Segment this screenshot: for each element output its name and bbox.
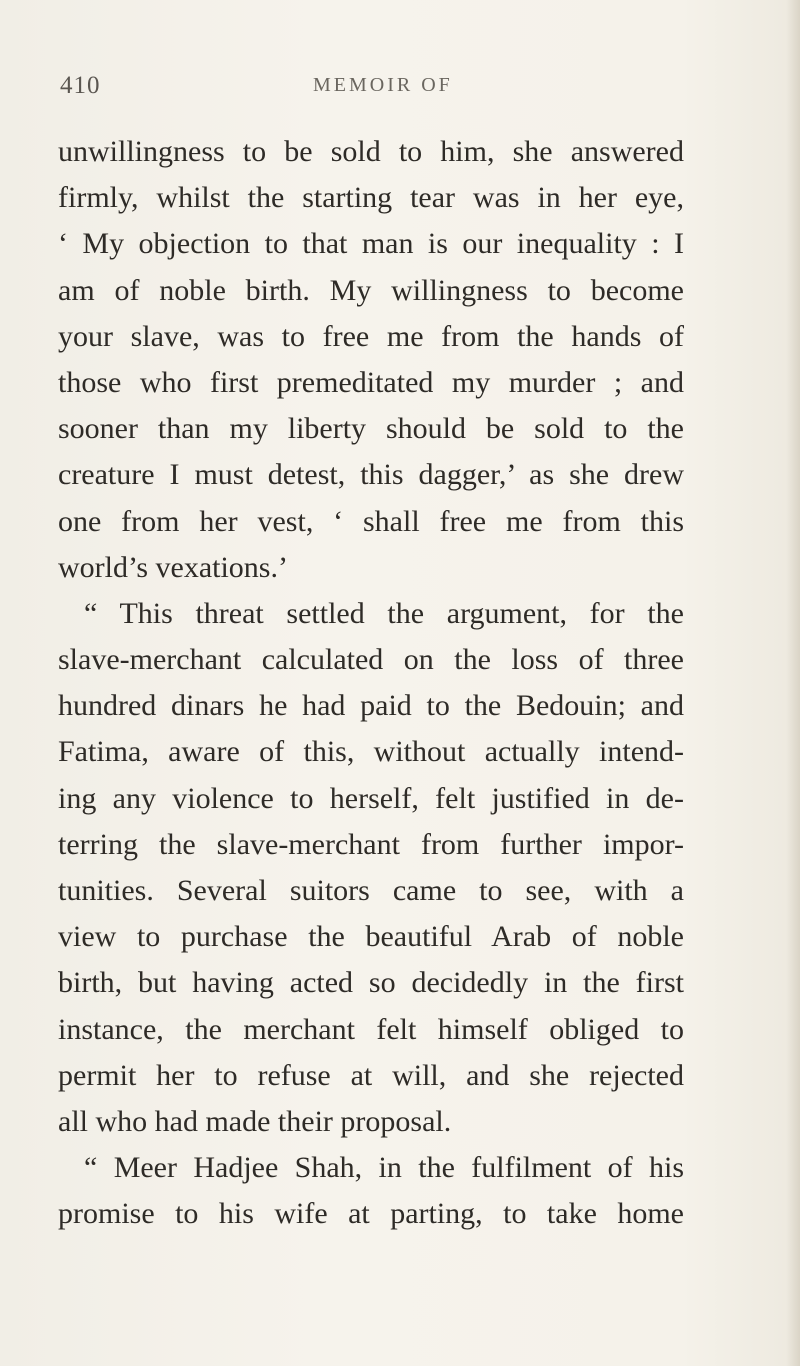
running-title: MEMOIR OF [313, 74, 453, 96]
text-line: tunities. Several suitors came to see, with a [58, 874, 684, 907]
text-line: promise to his wife at parting, to take home [58, 1197, 684, 1231]
text-line: your slave, was to free me from the hands of [58, 319, 684, 353]
body-text [58, 132, 684, 1241]
text-line: birth, but having acted so decidedly in the first [58, 966, 684, 1000]
text-line: sooner than my liberty should be sold to the [58, 412, 684, 446]
running-head [60, 72, 760, 112]
text-line: those who first premeditated my murder ; and [58, 365, 684, 399]
text-line: ing any violence to herself, felt justified in de- [58, 781, 684, 815]
text-line: creature I must detest, this dagger,’ as she drew [58, 458, 684, 492]
page-number: 410 [60, 72, 101, 99]
text-line: terring the slave-merchant from further impor- [58, 827, 684, 861]
text-line: all who had made their proposal. [58, 1104, 452, 1138]
text-line: instance, the merchant felt himself obliged to [58, 1012, 684, 1046]
text-line: unwillingness to be sold to him, she answered [58, 135, 684, 168]
text-line: world’s vexations.’ [58, 550, 288, 584]
text-line: permit her to refuse at will, and she rejected [58, 1058, 684, 1092]
page-edge-shadow [786, 0, 800, 1366]
text-line: one from her vest, ‘ shall free me from this [58, 504, 684, 538]
text-line: slave-merchant calculated on the loss of three [58, 643, 684, 677]
text-line: firmly, whilst the starting tear was in her eye, [58, 181, 684, 215]
text-line: Fatima, aware of this, without actually intend- [58, 735, 684, 769]
text-line: am of noble birth. My willingness to become [58, 273, 684, 307]
text-line: view to purchase the beautiful Arab of noble [58, 920, 684, 954]
text-line: “ This threat settled the argument, for the [84, 596, 684, 630]
text-line: “ Meer Hadjee Shah, in the fulfilment of his [84, 1151, 684, 1185]
text-line: ‘ My objection to that man is our inequality : I [58, 227, 684, 261]
text-line: hundred dinars he had paid to the Bedouin; and [58, 689, 684, 723]
